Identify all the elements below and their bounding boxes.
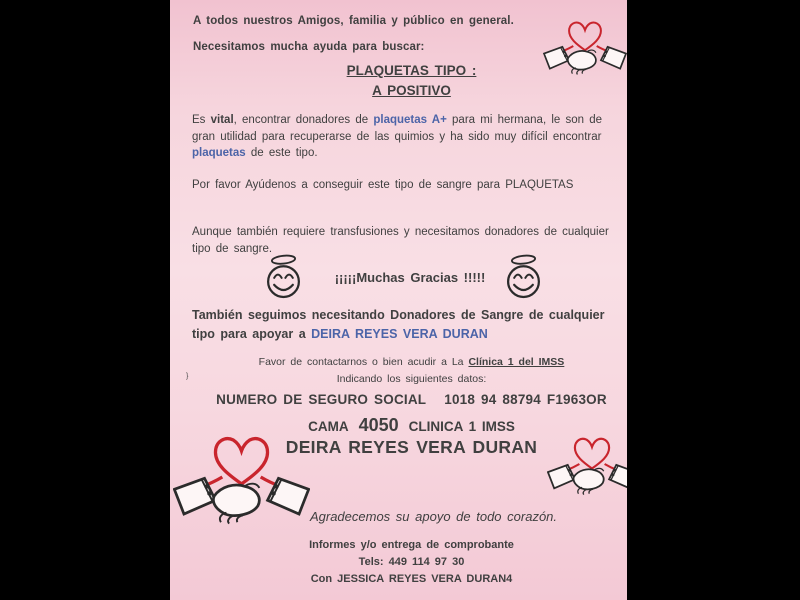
angel-smiley-icon (263, 252, 304, 300)
clinic-name-emphasis: Clínica 1 del IMSS (468, 356, 565, 368)
bed-clinic-line (200, 415, 623, 436)
paragraph-also-donors (192, 306, 627, 344)
closing-message: Agradecemos su apoyo de todo corazón. (309, 509, 558, 524)
contact-instruction-2: Indicando los siguientes datos: (336, 373, 487, 385)
thanks-text: ¡¡¡¡¡Muchas Gracias !!!!! (334, 270, 486, 285)
stray-mark: } (186, 373, 189, 380)
nss-value: 1018 94 88794 F1963OR (444, 392, 607, 407)
headline-line-1: PLAQUETAS TIPO : (346, 63, 477, 78)
text-run: de este tipo. (245, 147, 318, 159)
patient-name-inline: DEIRA REYES VERA DURAN (311, 327, 488, 341)
emphasis-vital: vital (210, 114, 234, 126)
bed-label: CAMA (308, 419, 349, 434)
paragraph-vital (192, 112, 627, 162)
text-run: También seguimos necesitando Donadores de Sangre de cualquier tipo para apoyar a (192, 308, 605, 341)
footer-phone-line: Tels: 449 114 97 30 (358, 556, 465, 568)
intro-line-1: A todos nuestros Amigos, familia y público en general. (193, 15, 514, 27)
intro-line-2: Necesitamos mucha ayuda para buscar: (193, 41, 425, 53)
emphasis-platelets: plaquetas (192, 147, 246, 159)
patient-name-large: DEIRA REYES VERA DURAN (285, 437, 538, 457)
text-run: Favor de contactarnos o bien acudir a La (258, 356, 469, 368)
headline-platelets-type (200, 61, 623, 101)
text-run: para mi hermana, le son de gran utilidad para recuperarse de las quimios y ha sido muy difícil encontrar (192, 114, 603, 143)
emphasis-platelets-type: plaquetas A+ (373, 114, 447, 126)
headline-line-2: A POSITIVO (372, 83, 451, 98)
text-run: Es (192, 114, 211, 126)
nss-label: NUMERO DE SEGURO SOCIAL (216, 392, 427, 407)
footer-contact-person: Con JESSICA REYES VERA DURAN4 (310, 573, 513, 585)
footer-info-line: Informes y/o entrega de comprobante (309, 539, 514, 551)
text-run: , encontrar donadores de (233, 114, 374, 126)
blood-donation-flyer (170, 0, 627, 600)
social-security-line (200, 392, 623, 407)
clinic-label: CLINICA 1 IMSS (408, 419, 515, 434)
paragraph-plea: Por favor Ayúdenos a conseguir este tipo de sangre para PLAQUETAS (192, 179, 574, 191)
bed-number: 4050 (358, 415, 399, 435)
paragraph-transfusions: Aunque también requiere transfusiones y necesitamos donadores de cualquier tipo de sangre. (192, 226, 609, 255)
contact-instruction (200, 356, 623, 368)
